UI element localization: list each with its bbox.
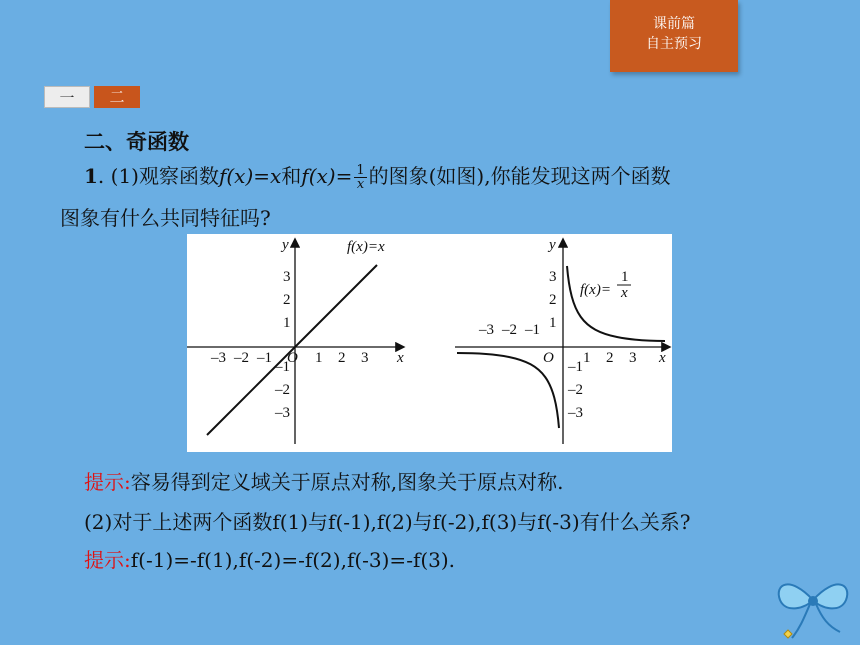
hint-1-label: 提示: (84, 470, 131, 494)
svg-text:–3: –3 (211, 350, 226, 366)
left-function-label: f(x)=x (347, 239, 385, 255)
right-x-label: x (659, 350, 666, 366)
svg-text:–3: –3 (479, 322, 494, 338)
hint-2-text: f(-1)=-f(1),f(-2)=-f(2),f(-3)=-f(3). (130, 548, 456, 572)
question-number: 1 (84, 164, 98, 188)
hint-2 (84, 544, 455, 573)
svg-text:1: 1 (549, 315, 557, 331)
svg-text:–2: –2 (234, 350, 249, 366)
tab-two[interactable]: 二 (94, 86, 140, 108)
function-linear: f(x)=x (218, 164, 282, 188)
question-1-line2: 图象有什么共同特征吗? (60, 206, 271, 230)
function-reciprocal-prefix: f(x)= (301, 164, 353, 188)
hyperbola-branch-positive (567, 266, 665, 341)
svg-text:3: 3 (549, 269, 557, 285)
tab-one[interactable]: 一 (44, 86, 90, 108)
svg-text:1: 1 (315, 350, 323, 366)
section-heading: 二、奇函数 (84, 130, 189, 154)
left-origin-label: O (287, 350, 298, 366)
question-1-rest: 的图象(如图),你能发现这两个函数 (368, 164, 671, 188)
fraction-one-over-x: $\frac{1}{x}$ (356, 163, 365, 192)
right-y-label: y (549, 237, 556, 253)
svg-text:2: 2 (549, 292, 557, 308)
section-badge (610, 0, 738, 72)
svg-text:–1: –1 (275, 359, 290, 375)
hint-1-text: 容易得到定义域关于原点对称,图象关于原点对称. (130, 470, 564, 494)
hint-2-label: 提示: (84, 548, 131, 572)
question-1-line1 (84, 160, 671, 191)
question-2: (2)对于上述两个函数f(1)与f(-1),f(2)与f(-2),f(3)与f(-3)有什么关系? (84, 510, 691, 534)
left-y-label: y (282, 237, 289, 253)
svg-text:2: 2 (283, 292, 291, 308)
badge-line1: 课前篇 (653, 16, 695, 32)
svg-text:–1: –1 (568, 359, 583, 375)
svg-text:–3: –3 (568, 405, 583, 421)
section-tabs (44, 86, 140, 108)
svg-text:–2: –2 (502, 322, 517, 338)
right-frac-den: x (621, 285, 628, 301)
left-graph (187, 237, 404, 444)
hint-1 (84, 466, 563, 495)
svg-text:–3: –3 (275, 405, 290, 421)
svg-text:–1: –1 (257, 350, 272, 366)
svg-text:–1: –1 (525, 322, 540, 338)
right-frac-num: 1 (621, 269, 629, 285)
svg-text:–2: –2 (568, 382, 583, 398)
svg-text:2: 2 (338, 350, 346, 366)
svg-text:3: 3 (283, 269, 291, 285)
left-x-label: x (397, 350, 404, 366)
question-1-part: . (1)观察函数 (97, 164, 219, 188)
badge-line2: 自主预习 (646, 36, 702, 52)
function-graphs-figure (187, 234, 672, 452)
right-origin-label: O (543, 350, 554, 366)
svg-text:–2: –2 (275, 382, 290, 398)
question-1-and: 和 (281, 164, 302, 188)
svg-text:1: 1 (283, 315, 291, 331)
svg-text:3: 3 (361, 350, 369, 366)
right-graph (455, 237, 669, 444)
right-function-label: f(x)= (580, 282, 611, 298)
svg-text:3: 3 (629, 350, 637, 366)
svg-text:2: 2 (606, 350, 614, 366)
svg-text:1: 1 (583, 350, 591, 366)
ribbon-decoration (770, 570, 856, 642)
